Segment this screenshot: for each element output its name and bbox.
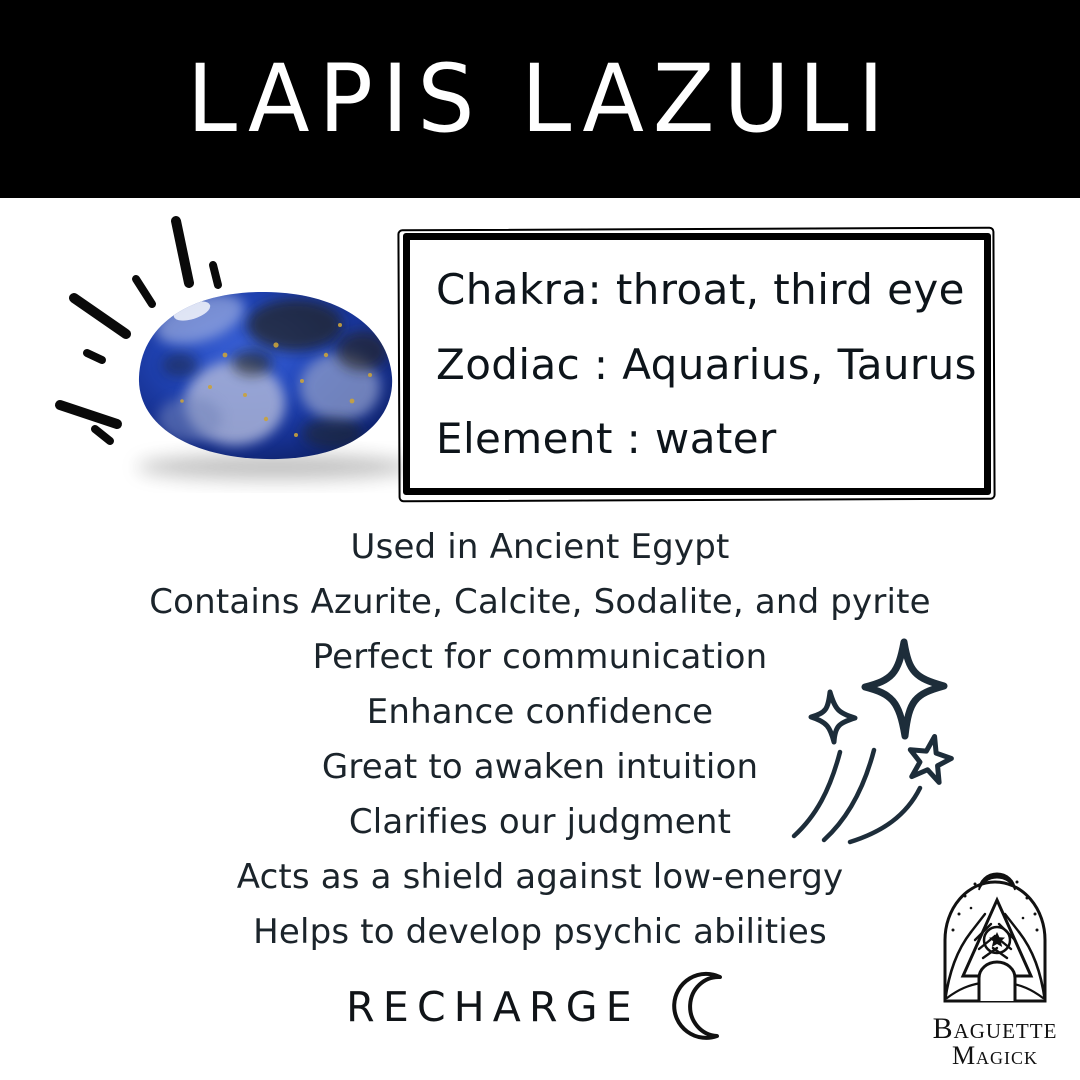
property-line: Great to awaken intuition [321, 747, 759, 787]
brand-name-line2: Magick [951, 1041, 1039, 1070]
property-line: Used in Ancient Egypt [350, 527, 730, 567]
brand-emblem-icon [915, 856, 1075, 1074]
info-line-zodiac: Zodiac : Aquarius, Taurus [436, 339, 977, 389]
brand-logo [915, 856, 1075, 1078]
info-line-element: Element : water [436, 413, 777, 463]
crescent-moon-icon [668, 970, 734, 1044]
property-line: Perfect for communication [312, 637, 768, 677]
info-box [403, 233, 991, 495]
brand-name-line1: Baguette [932, 1012, 1058, 1045]
shooting-stars-icon [778, 628, 1003, 853]
property-line: Clarifies our judgment [348, 802, 732, 842]
page-title: LAPIS LAZULI [186, 44, 894, 154]
property-line: Contains Azurite, Calcite, Sodalite, and pyrite [149, 582, 931, 622]
property-line: Acts as a shield against low-energy [236, 857, 844, 897]
recharge-label: RECHARGE [346, 983, 640, 1031]
stone-illustration [40, 205, 410, 505]
header-band [0, 0, 1080, 198]
info-line-chakra: Chakra: throat, third eye [436, 265, 965, 315]
property-line: Helps to develop psychic abilities [253, 912, 827, 952]
property-line: Enhance confidence [366, 692, 714, 732]
lapis-stone-image [40, 205, 410, 505]
